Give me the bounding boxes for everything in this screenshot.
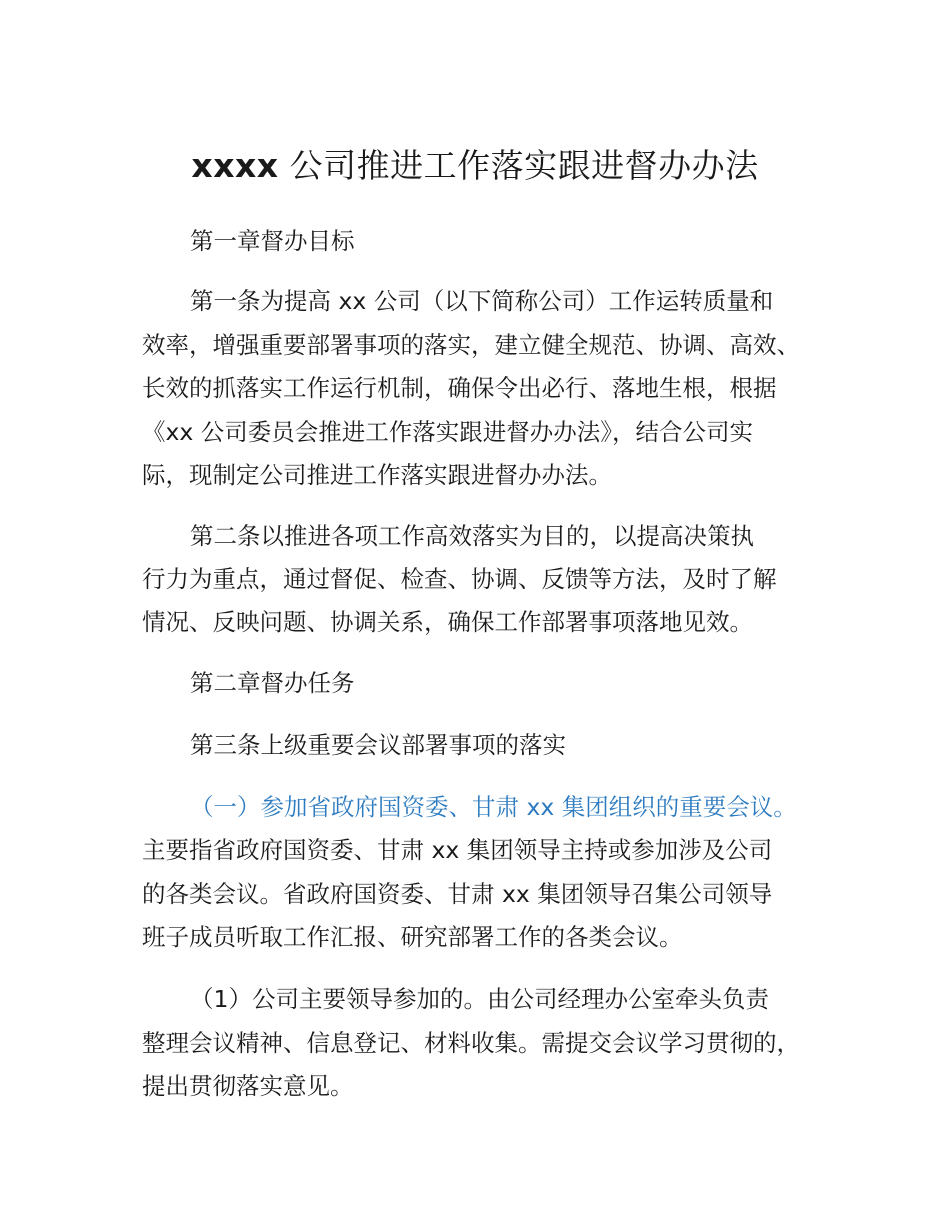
article-1-line-3: 长效的抓落实工作运行机制，确保令出必行、落地生根，根据 [142,374,777,402]
sub-item-1-line-3: 提出贯彻落实意见。 [142,1072,354,1100]
title-rest: 公司推进工作落实跟进督办办法 [278,146,759,185]
article-2-line-3: 情况、反映问题、协调关系，确保工作部署事项落地见效。 [142,608,753,636]
article-3-heading: 第三条上级重要会议部署事项的落实 [190,731,566,759]
item-1-line-3: 班子成员听取工作汇报、研究部署工作的各类会议。 [142,923,683,951]
article-2-line-1: 第二条以推进各项工作高效落实为目的，以提高决策执 [190,522,754,550]
article-1-line-4: 《xx 公司委员会推进工作落实跟进督办办法》，结合公司实 [142,418,754,446]
article-1-line-2: 效率，增强重要部署事项的落实，建立健全规范、协调、高效、 [142,331,800,359]
item-1-line-1: 主要指省政府国资委、甘肃 xx 集团领导主持或参加涉及公司 [142,836,773,864]
title-prefix: xxxx [191,146,279,185]
document-title [0,140,950,187]
article-1-line-5: 际，现制定公司推进工作落实跟进督办办法。 [142,461,612,489]
chapter-2-heading: 第二章督办任务 [190,669,355,697]
sub-item-1-line-2: 整理会议精神、信息登记、材料收集。需提交会议学习贯彻的， [142,1029,800,1057]
article-2-line-2: 行力为重点，通过督促、检查、协调、反馈等方法，及时了解 [142,565,777,593]
item-1-heading: （一）参加省政府国资委、甘肃 xx 集团组织的重要会议。 [190,793,797,821]
article-1-line-1: 第一条为提高 xx 公司（以下简称公司）工作运转质量和 [190,287,774,315]
chapter-1-heading: 第一章督办目标 [190,227,355,255]
item-1-line-2: 的各类会议。省政府国资委、甘肃 xx 集团领导召集公司领导 [142,880,773,908]
sub-item-1-line-1: （1）公司主要领导参加的。由公司经理办公室牵头负责 [190,985,769,1013]
